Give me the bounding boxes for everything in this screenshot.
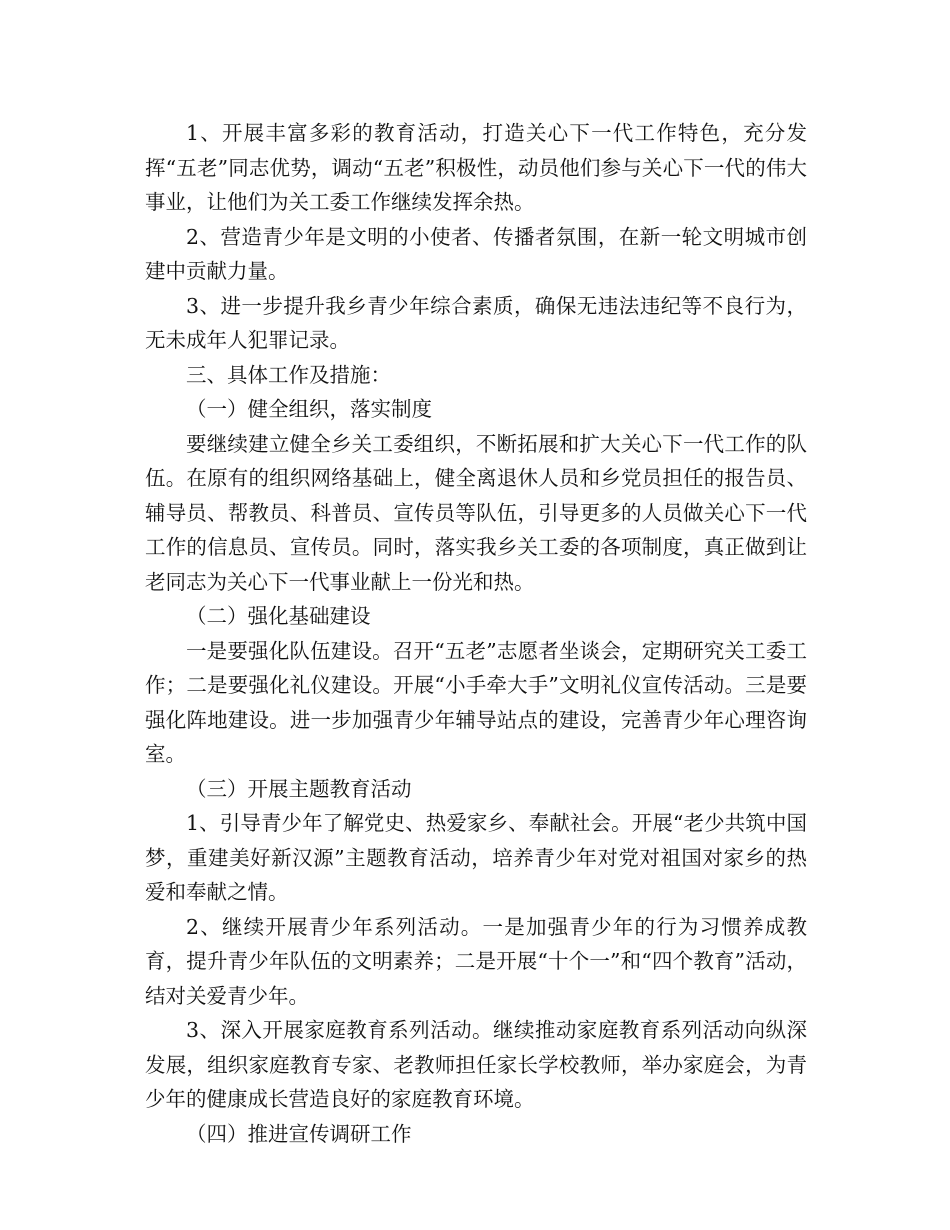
subheading-organization: （一）健全组织，落实制度	[186, 397, 432, 421]
subheading-foundation: （二）强化基础建设	[186, 604, 371, 628]
document-body	[145, 116, 807, 1151]
paragraph-theme-3: 3、深入开展家庭教育系列活动。继续推动家庭教育系列活动向纵深发展，组织家庭教育专家、老教师担任家长学校教师，举办家庭会，为青少年的健康成长营造良好的家庭教育环境。	[145, 1018, 807, 1111]
section-heading-measures: 三、具体工作及措施：	[186, 362, 391, 387]
subheading-publicity-research: （四）推进宣传调研工作	[186, 1121, 412, 1146]
paragraph-goal-2: 2、营造青少年是文明的小使者、传播者氛围，在新一轮文明城市创建中贡献力量。	[145, 224, 807, 283]
paragraph-foundation: 一是要强化队伍建设。召开“五老”志愿者坐谈会，定期研究关工委工作；二是要强化礼仪建设。开展“小手牵大手”文明礼仪宣传活动。三是要强化阵地建设。进一步加强青少年辅导站点的建设，完善青少年心理咨询室。	[145, 638, 807, 766]
paragraph-goal-1: 1、开展丰富多彩的教育活动，打造关心下一代工作特色，充分发挥“五老”同志优势，调动“五老”积极性，动员他们参与关心下一代的伟大事业，让他们为关工委工作继续发挥余热。	[145, 121, 807, 214]
subheading-theme-education: （三）开展主题教育活动	[186, 776, 412, 801]
paragraph-theme-2: 2、继续开展青少年系列活动。一是加强青少年的行为习惯养成教育，提升青少年队伍的文明素养；二是开展“十个一”和“四个教育”活动，结对关爱青少年。	[145, 914, 807, 1008]
paragraph-goal-3: 3、进一步提升我乡青少年综合素质，确保无违法违纪等不良行为，无未成年人犯罪记录。	[145, 293, 807, 352]
paragraph-theme-1: 1、引导青少年了解党史、热爱家乡、奉献社会。开展“老少共筑中国梦，重建美好新汉源”主题教育活动，培养青少年对党对祖国对家乡的热爱和奉献之情。	[145, 811, 807, 904]
paragraph-organization: 要继续建立健全乡关工委组织，不断拓展和扩大关心下一代工作的队伍。在原有的组织网络基础上，健全离退休人员和乡党员担任的报告员、辅导员、帮教员、科普员、宣传员等队伍，引导更多的人员做关心下一代工作的信息员、宣传员。同时，落实我乡关工委的各项制度，真正做到让老同志为关心下一代事业献上一份光和热。	[145, 431, 807, 594]
